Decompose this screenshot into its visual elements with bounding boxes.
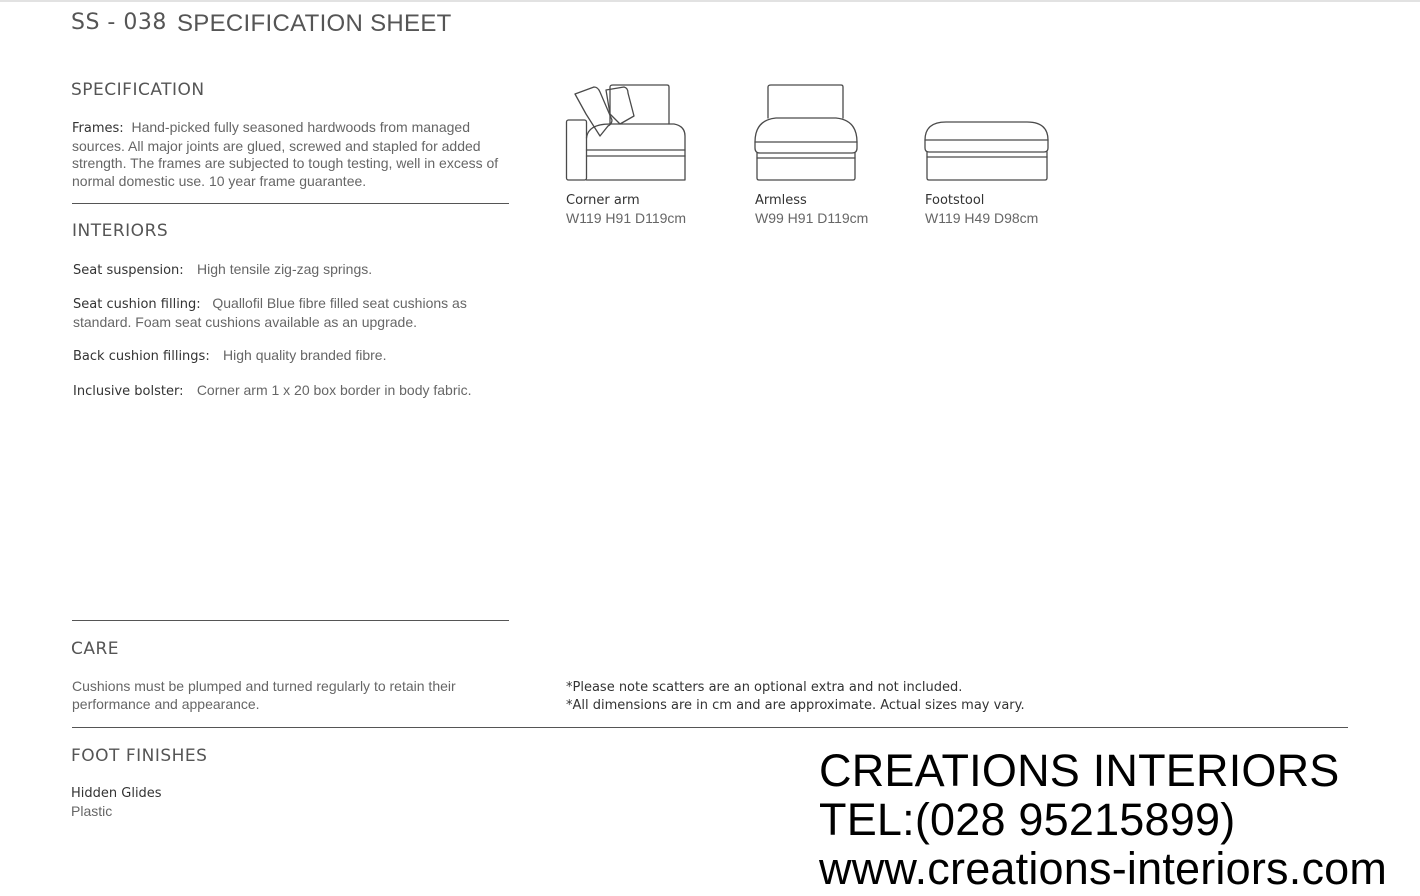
footstool-icon <box>924 120 1050 182</box>
product-name-footstool: Footstool <box>925 193 985 208</box>
interiors-item-seat-cushion-filling <box>73 295 493 331</box>
interiors-item-inclusive-bolster <box>73 382 472 400</box>
company-phone: TEL:(028 95215899) <box>819 794 1236 845</box>
care-text: Cushions must be plumped and turned regularly to retain their performance and appearance. <box>72 678 456 712</box>
top-border <box>0 0 1420 2</box>
foot-finishes-heading: FOOT FINISHES <box>71 746 208 766</box>
interiors-item-label: Seat cushion filling: <box>73 297 201 312</box>
frames-text: Hand-picked fully seasoned hardwoods from managed sources. All major joints are glued, screwed and stapled for added strength. The frames are subjected to tough testing, well in excess of normal domestic use. 10 year frame guarantee. <box>72 119 499 189</box>
interiors-heading: INTERIORS <box>72 221 169 241</box>
interiors-item-label: Inclusive bolster: <box>73 384 184 399</box>
frames-label: Frames: <box>72 121 124 136</box>
product-name-armless: Armless <box>755 193 807 208</box>
company-name: CREATIONS INTERIORS <box>819 745 1340 796</box>
foot-finish-material: Plastic <box>71 803 113 819</box>
note-scatters: *Please note scatters are an optional extra and not included. <box>566 680 963 695</box>
product-dims-footstool: W119 H49 D98cm <box>925 210 1039 226</box>
section-divider <box>72 203 509 204</box>
product-name-corner-arm: Corner arm <box>566 193 640 208</box>
foot-finish-name: Hidden Glides <box>71 786 162 801</box>
interiors-item-label: Back cushion fillings: <box>73 349 210 364</box>
frames-paragraph <box>72 119 512 190</box>
interiors-item-value: Quallofil Blue fibre filled seat cushions as standard. Foam seat cushions available as an upgrade. <box>73 295 467 330</box>
interiors-item-value: High quality branded fibre. <box>223 347 387 363</box>
interiors-item-value: High tensile zig-zag springs. <box>197 261 373 277</box>
interiors-item-seat-suspension <box>73 261 372 279</box>
company-website: www.creations-interiors.com <box>819 843 1388 894</box>
footer-divider <box>72 727 1348 728</box>
specification-heading: SPECIFICATION <box>71 80 205 100</box>
armless-sofa-icon <box>754 84 860 182</box>
product-dims-corner-arm: W119 H91 D119cm <box>566 210 687 226</box>
interiors-item-label: Seat suspension: <box>73 263 184 278</box>
section-divider <box>72 620 509 621</box>
interiors-item-back-cushion-fillings <box>73 347 386 365</box>
product-dims-armless: W99 H91 D119cm <box>755 210 869 226</box>
interiors-item-value: Corner arm 1 x 20 box border in body fabric. <box>196 382 472 398</box>
care-heading: CARE <box>71 639 120 659</box>
sheet-code: SS - 038 <box>71 10 167 35</box>
corner-arm-sofa-icon <box>566 84 688 182</box>
sheet-title: SPECIFICATION SHEET <box>177 10 452 37</box>
note-dimensions: *All dimensions are in cm and are approximate. Actual sizes may vary. <box>566 698 1025 713</box>
